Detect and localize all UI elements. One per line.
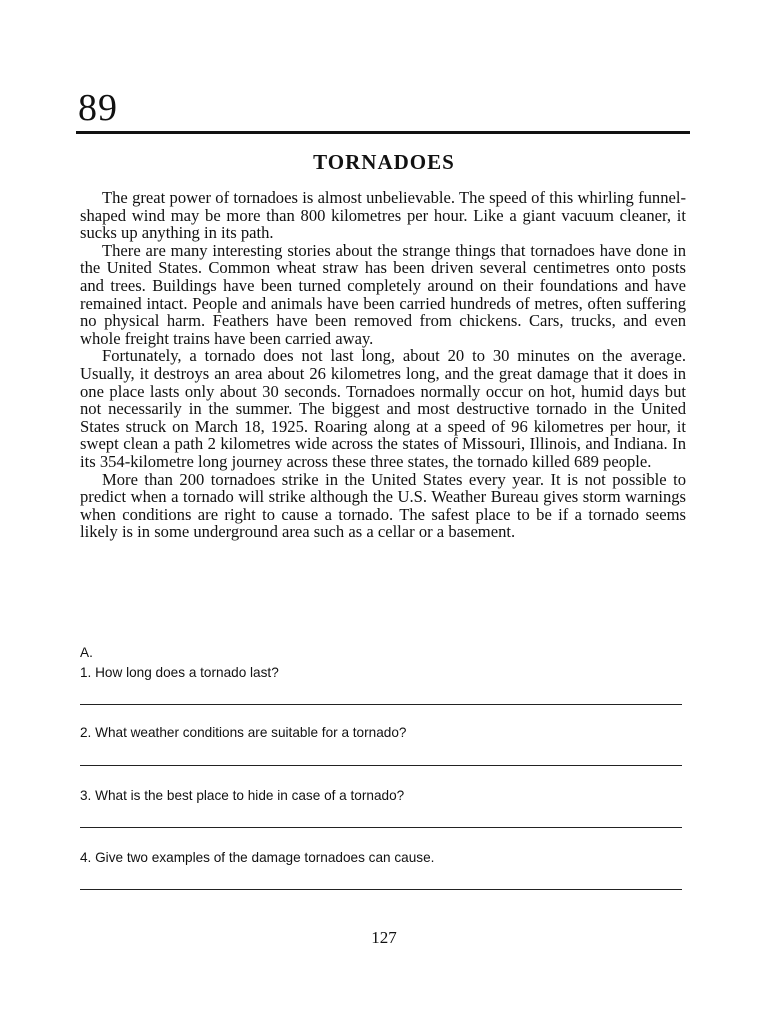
question-2: 2. What weather conditions are suitable for a tornado? [80,725,407,740]
paragraph: Fortunately, a tornado does not last long, about 20 to 30 minutes on the average. Usually, it destroys an area about 26 kilometres long, and the great damage that it does in one place lasts only about 30 seconds. Tornadoes normally occur on hot, humid days but not necessarily in the summer. The biggest and most destructive tornado in the United States struck on March 18, 1925. Roaring along at a speed of 96 kilometres per hour, it swept clean a path 2 kilometres wide across the states of Missouri, Illinois, and Indiana. In its 354-kilometre long journey across these three states, the tornado killed 689 people. [80,346,686,471]
question-3: 3. What is the best place to hide in case of a tornado? [80,788,405,803]
paragraph: There are many interesting stories about the strange things that tornadoes have done in the United States. Common wheat straw has been driven several centimetres onto posts and trees. Buildings have been turned completely around on their foundations and have remained intact. People and animals have been carried hundreds of metres, often suffering no physical harm. Feathers have been removed from chickens. Cars, trucks, and even whole freight trains have been carried away. [80,240,686,348]
question-4: 4. Give two examples of the damage tornadoes can cause. [80,850,435,865]
question-1: 1. How long does a tornado last? [80,665,279,680]
paragraph: The great power of tornadoes is almost unbelievable. The speed of this whirling funnel-shaped wind may be more than 800 kilometres per hour. Like a giant vacuum cleaner, it sucks up anything in its path. [80,188,686,243]
answer-line-4 [80,889,682,890]
answer-line-2 [80,765,682,766]
header-rule [76,131,690,134]
lesson-number: 89 [78,87,118,129]
reading-passage [80,189,686,541]
answer-line-1 [80,704,682,705]
page-title: TORNADOES [313,150,455,174]
section-label: A. [80,645,93,660]
page-number: 127 [371,928,397,947]
answer-line-3 [80,827,682,828]
paragraph: More than 200 tornadoes strike in the United States every year. It is not possible to predict when a tornado will strike although the U.S. Weather Bureau gives storm warnings when conditions are right to cause a tornado. The safest place to be if a tornado seems likely is in some underground area such as a cellar or a basement. [80,469,686,542]
